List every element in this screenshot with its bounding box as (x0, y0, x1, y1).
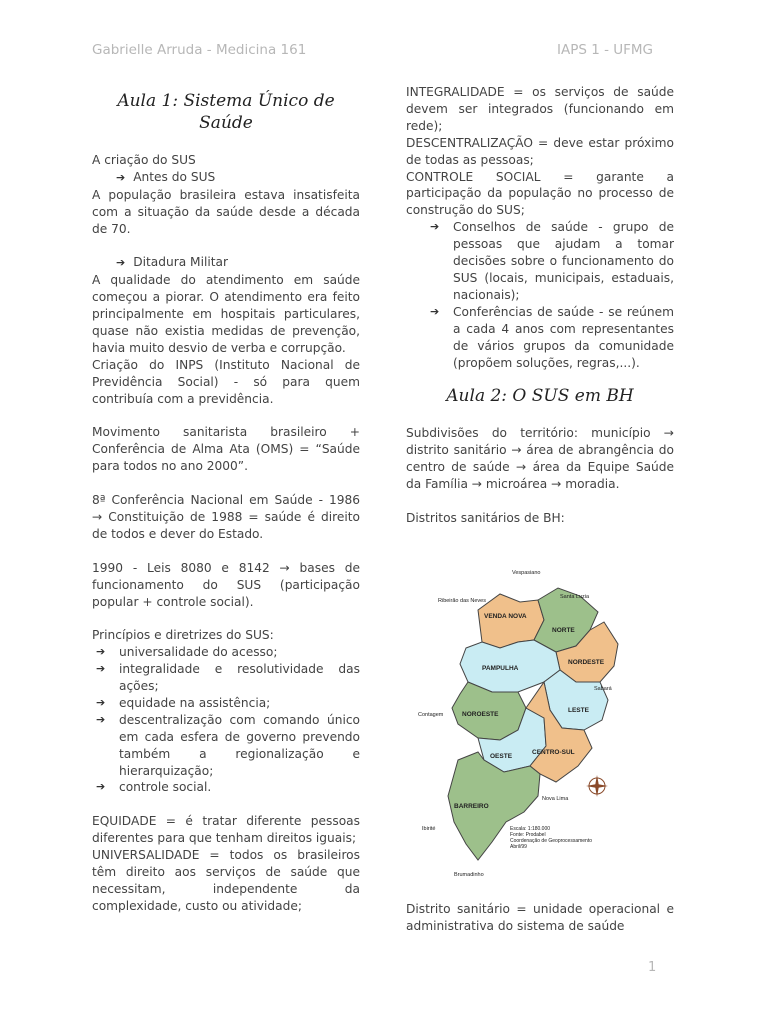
list-item: ➔ integralidade e resolutividade das ações; (92, 661, 360, 695)
map-credit: Abril/99 (510, 844, 527, 850)
list-item: ➔ Conselhos de saúde - grupo de pessoas que ajudam a tomar decisões sobre o funcionamento do SUS (locais, municipais, estaduais, nacionais); (406, 219, 674, 304)
paragraph-criacao: A criação do SUS (92, 153, 196, 167)
bh-districts-map (408, 560, 628, 880)
list-item: ➔ controle social. (92, 779, 360, 796)
paragraph-universalidade: UNIVERSALIDADE = todos os brasileiros têm direito aos serviços de saúde que necessitam, independente da complexidade, custo ou atividade; (92, 848, 360, 913)
arrow-icon: ➔ (116, 256, 126, 270)
compass-rose-icon (586, 775, 608, 797)
map-label: NOROESTE (462, 711, 499, 718)
controle-list (406, 219, 674, 371)
arrow-icon: ➔ (116, 170, 126, 184)
lesson-1-title: Aula 1: Sistema Único de Saúde (117, 91, 335, 133)
paragraph-distrito-sanitario: Distrito sanitário = unidade operacional e administrativa do sistema de saúde (406, 902, 674, 933)
map-credit: Coordenação de Geoprocessamento (510, 838, 592, 844)
list-item: ➔ equidade na assistência; (92, 695, 360, 712)
map-label: CENTRO-SUL (532, 749, 575, 756)
list-item: ➔ descentralização com comando único em cada esfera de governo prevendo também a regionalização e hierarquização; (92, 712, 360, 780)
subheading-ditadura (92, 254, 360, 272)
map-label: BARREIRO (454, 803, 489, 810)
paragraph-equidade: EQUIDADE = é tratar diferente pessoas diferentes para que tenham direitos iguais; (92, 814, 360, 846)
map-label: Ribeirão das Neves (438, 598, 486, 604)
paragraph-integralidade: INTEGRALIDADE = os serviços de saúde devem ser integrados (funcionando em rede); (406, 85, 674, 133)
paragraph-descentralizacao: DESCENTRALIZAÇÃO = deve estar próximo de todas as pessoas; (406, 135, 674, 167)
paragraph-inps: Criação do INPS (Instituto Nacional de Previdência Social) - só para quem contribuía com a previdência. (92, 357, 360, 406)
paragraph-insatisfeita: A população brasileira estava insatisfeita com a situação da saúde desde a década de 70. (92, 187, 360, 236)
map-label: VENDA NOVA (484, 613, 527, 620)
header-course: IAPS 1 - UFMG (557, 42, 654, 58)
paragraph-controle-social: CONTROLE SOCIAL = garante a participação da população no processo de construção do SUS; (406, 169, 674, 218)
header-author: Gabrielle Arruda - Medicina 161 (92, 42, 307, 58)
map-label: OESTE (490, 753, 513, 760)
map-label: Santa Luzia (560, 594, 590, 600)
map-label: NORDESTE (568, 659, 605, 666)
map-label: Ibirité (422, 826, 436, 832)
paragraph-movimento: Movimento sanitarista brasileiro + Conferência de Alma Ata (OMS) = “Saúde para todos no ano 2000”. (92, 425, 360, 474)
map-label: NORTE (552, 627, 575, 634)
paragraph-leis: 1990 - Leis 8080 e 8142 → bases de funcionamento do SUS (participação popular + controle social). (92, 560, 360, 609)
subheading-antes (92, 169, 360, 187)
subheading-ditadura-text: Ditadura Militar (133, 255, 228, 270)
list-item: ➔ Conferências de saúde - se reúnem a cada 4 anos com representantes de vários grupos da comunidade (propõem soluções, regras,...). (406, 304, 674, 372)
map-label: PAMPULHA (482, 665, 519, 672)
paragraph-qualidade: A qualidade do atendimento em saúde começou a piorar. O atendimento era feito principalmente em hospitais particulares, quase não existia medidas de prevenção, havia muito desvio de verba e corrupção. (92, 273, 360, 355)
right-column (406, 84, 674, 527)
map-label: LESTE (568, 707, 589, 714)
map-svg (408, 560, 628, 880)
paragraph-distritos: Distritos sanitários de BH: (406, 510, 565, 525)
map-label: Brumadinho (454, 872, 484, 878)
map-label: Nova Lima (542, 796, 569, 802)
lesson-2-title: Aula 2: O SUS em BH (446, 386, 634, 407)
map-label: Sabará (594, 686, 612, 692)
map-credit: Fonte: Prodabel (510, 832, 546, 838)
subheading-antes-text: Antes do SUS (133, 169, 216, 184)
principios-list (92, 644, 360, 796)
map-label: Vespasiano (512, 570, 541, 576)
page-number: 1 (648, 960, 657, 975)
left-column (92, 84, 360, 915)
map-label: Contagem (418, 712, 444, 718)
paragraph-conferencia: 8ª Conferência Nacional em Saúde - 1986 → Constituição de 1988 = saúde é direito de todos e dever do Estado. (92, 493, 360, 541)
list-item: ➔ universalidade do acesso; (92, 644, 360, 661)
paragraph-subdivisoes: Subdivisões do território: município → distrito sanitário → área de abrangência do centro de saúde → área da Equipe Saúde da Família → microárea → moradia. (406, 426, 674, 492)
principios-heading: Princípios e diretrizes do SUS: (92, 628, 274, 643)
map-credit: Escala: 1:180.000 (510, 826, 551, 832)
